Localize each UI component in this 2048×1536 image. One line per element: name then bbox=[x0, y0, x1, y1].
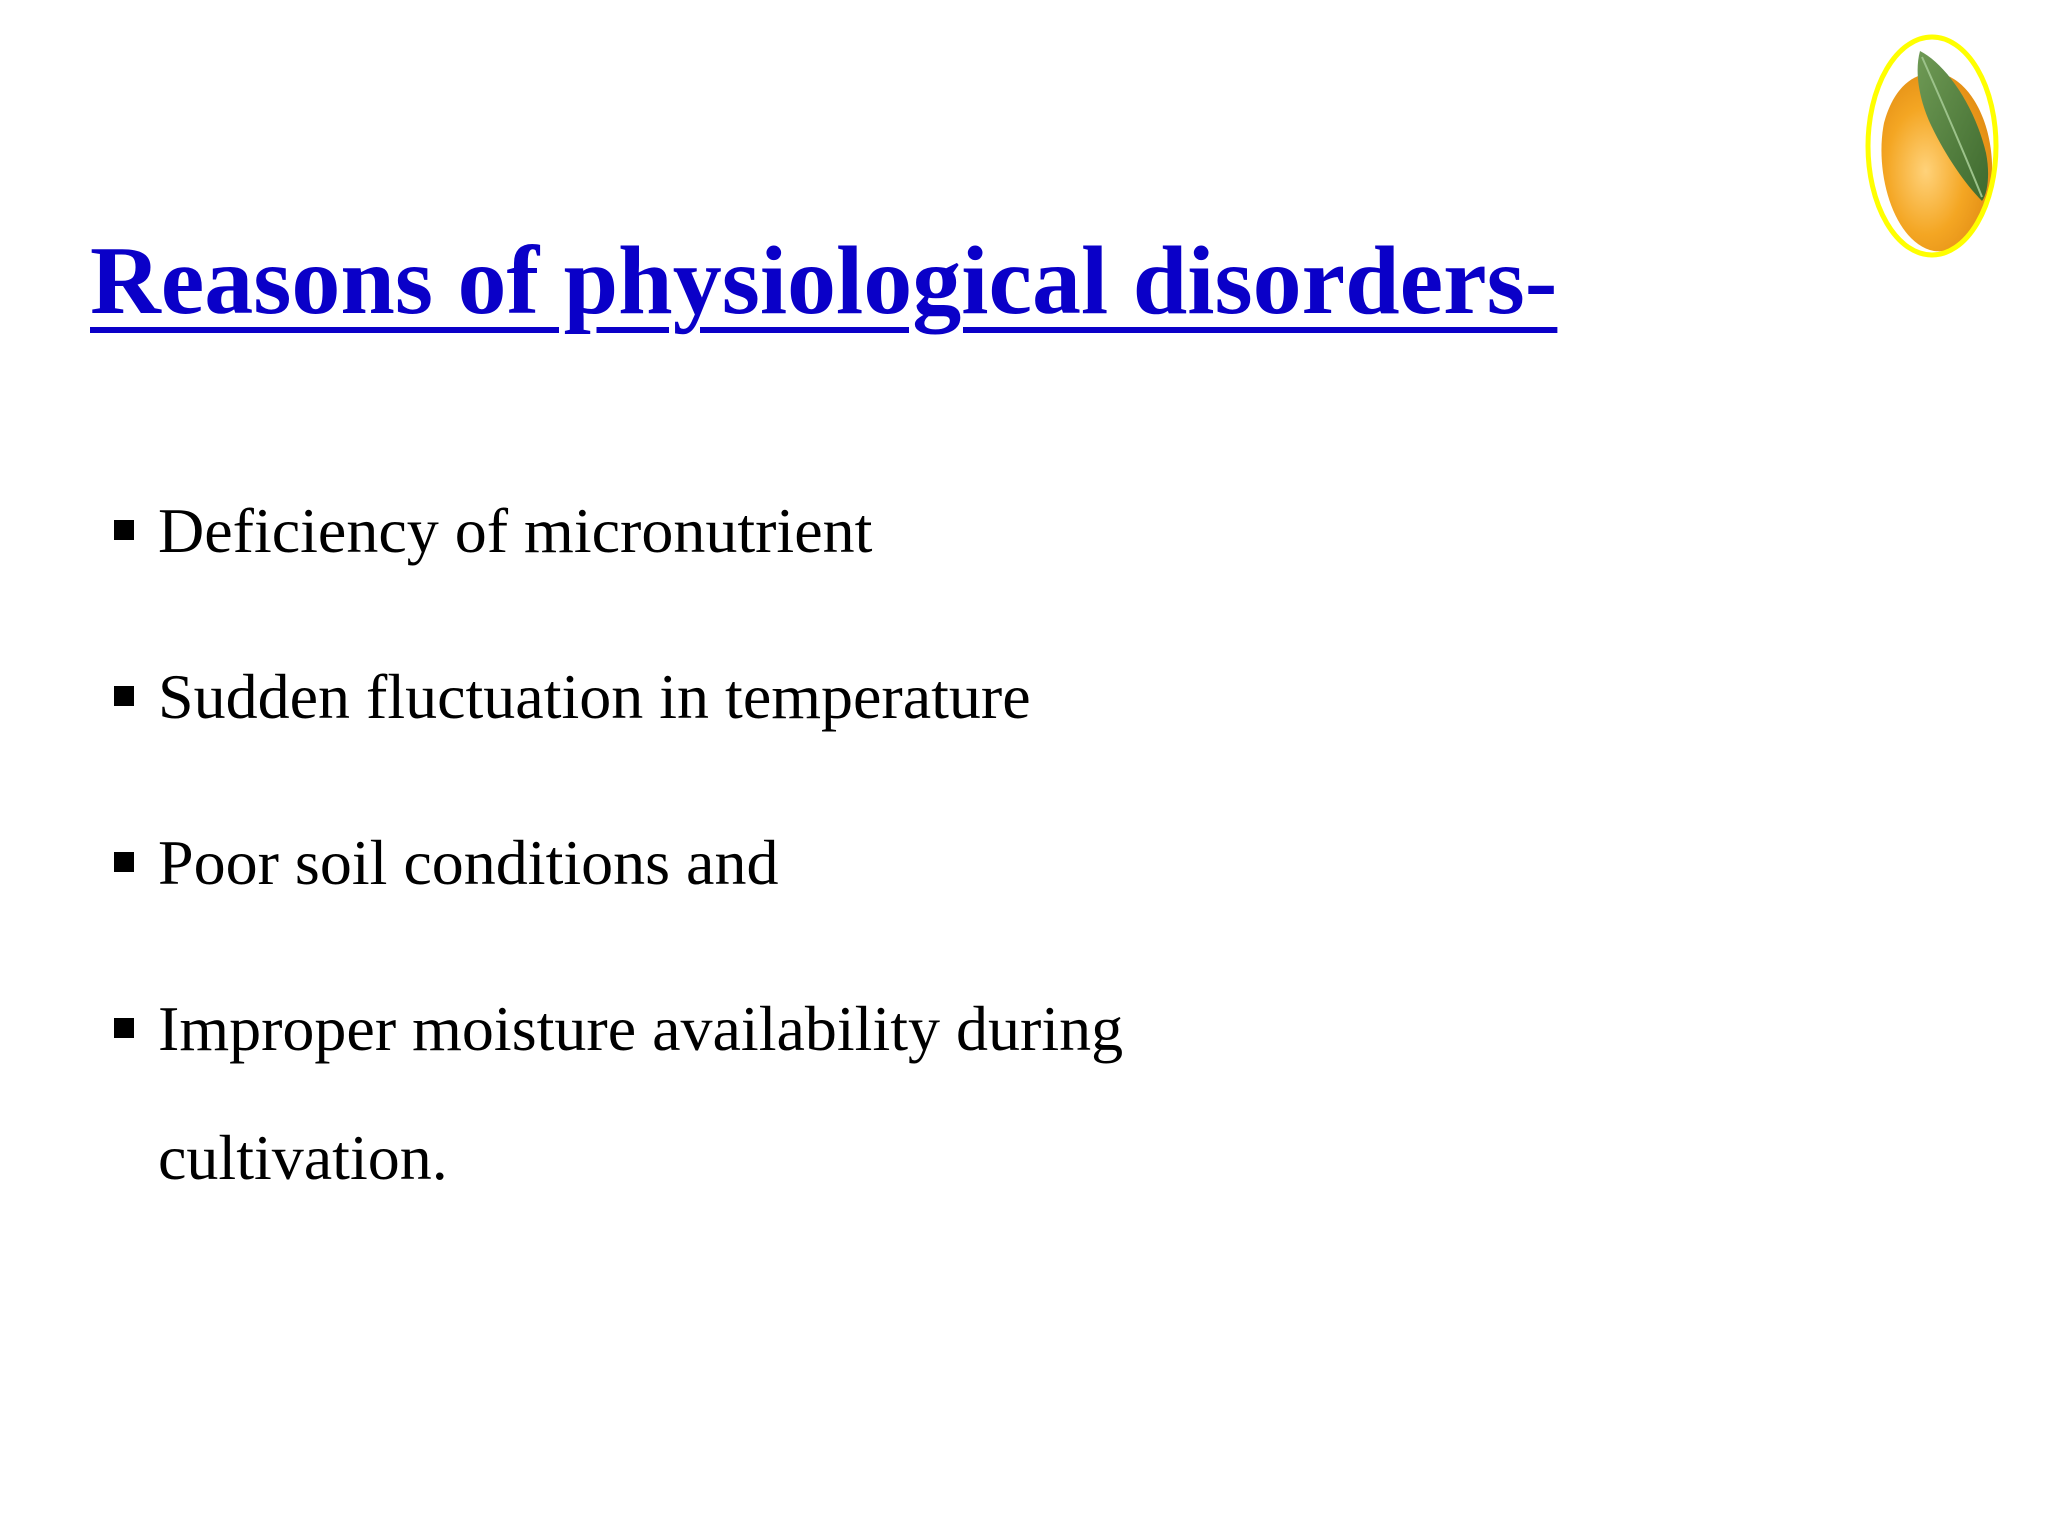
bullet-continuation-text: cultivation. bbox=[158, 1122, 448, 1193]
bullet-item bbox=[110, 946, 1123, 1112]
square-bullet-icon bbox=[114, 520, 134, 540]
bullet-text: Sudden fluctuation in temperature bbox=[158, 661, 1031, 732]
mango-leaf-icon bbox=[1864, 33, 2000, 259]
bullet-item bbox=[110, 614, 1123, 780]
bullet-list bbox=[110, 448, 1123, 1112]
bullet-text: Deficiency of micronutrient bbox=[158, 495, 873, 566]
bullet-text: Poor soil conditions and bbox=[158, 827, 779, 898]
bullet-item bbox=[110, 448, 1123, 614]
square-bullet-icon bbox=[114, 852, 134, 872]
square-bullet-icon bbox=[114, 686, 134, 706]
slide-title: Reasons of physiological disorders- bbox=[90, 227, 1558, 335]
bullet-item bbox=[110, 780, 1123, 946]
bullet-text: Improper moisture availability during bbox=[158, 993, 1124, 1064]
square-bullet-icon bbox=[114, 1018, 134, 1038]
